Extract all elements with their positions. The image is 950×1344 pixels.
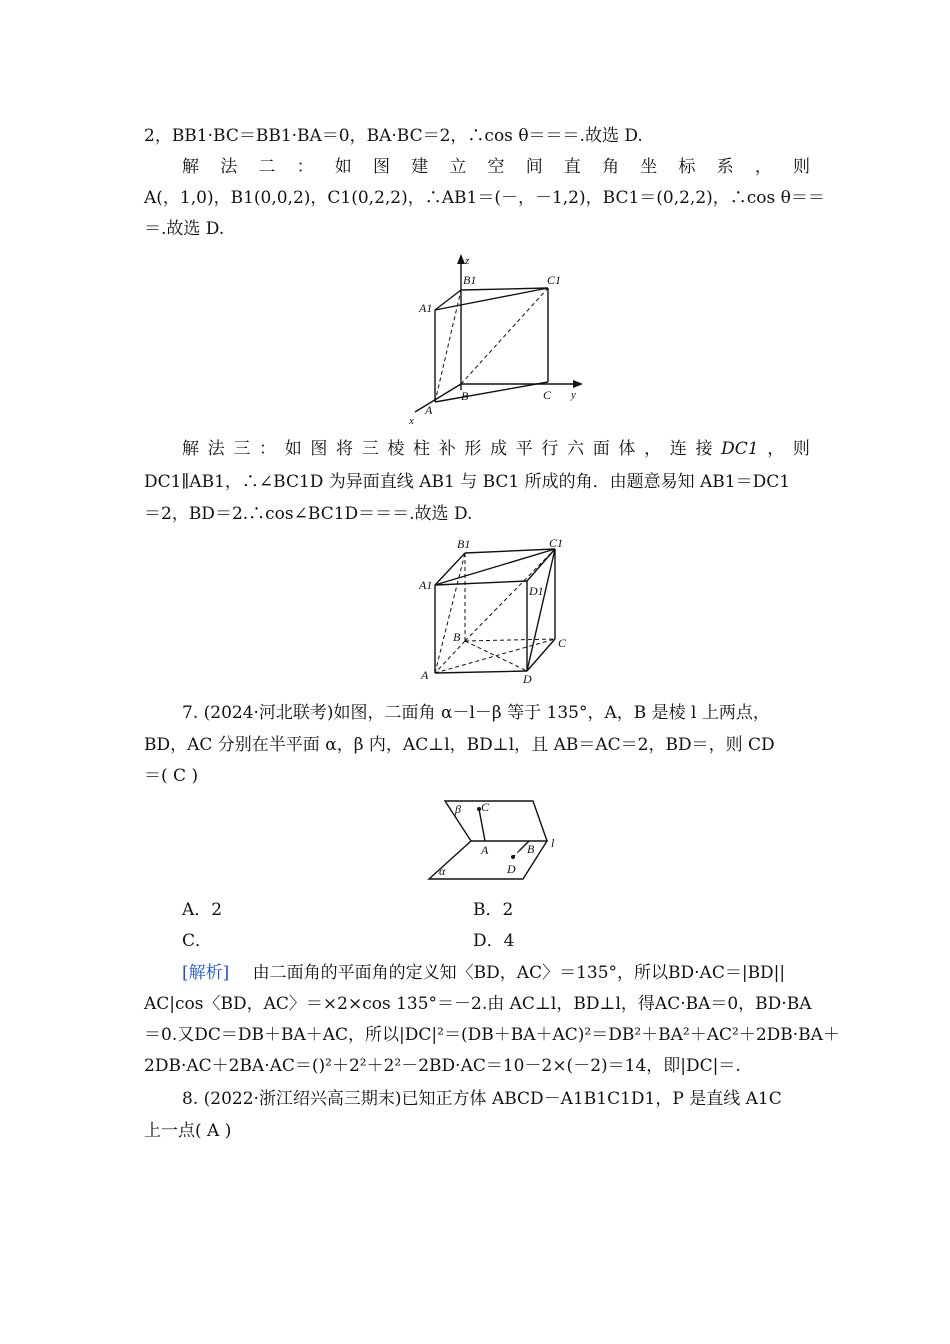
plane-label-beta: β (455, 802, 461, 816)
char: 三 (233, 439, 251, 459)
char: 则 (792, 439, 810, 459)
char: 三 (361, 439, 379, 459)
point-label-c: C (481, 800, 490, 814)
char: 图 (310, 439, 328, 459)
analysis-line-4: 2DB·AC＋2BA·AC＝()²＋2²＋2²－2BD·AC＝10－2×(－2)＝14，即|DC|＝. (144, 1056, 741, 1076)
solution-line-7: ＝2，BD＝2.∴cos∠BC1D＝＝＝.故选 D. (144, 504, 473, 524)
char: 面 (592, 439, 610, 459)
point-label-b: B (527, 842, 535, 856)
char: ， (644, 439, 662, 459)
point-label-d: D (507, 862, 516, 876)
method-three-heading (182, 437, 810, 461)
axis-label-y: y (571, 389, 576, 401)
char: 形 (464, 439, 482, 459)
char: 将 (336, 439, 354, 459)
char: ， (754, 157, 772, 177)
char: 空 (487, 157, 505, 177)
char: 则 (793, 157, 810, 177)
vertex-label-b: B (453, 630, 461, 644)
char: ： (296, 157, 314, 177)
vertex-label-b1: B1 (457, 537, 471, 551)
char: 坐 (640, 157, 658, 177)
method-two-heading (182, 155, 810, 179)
char: 解 (182, 439, 199, 459)
solution-line-1: 2，BB1·BC＝BB1·BA＝0，BA·BC＝2，∴cos θ＝＝＝.故选 D. (144, 126, 643, 146)
vertex-label-a1: A1 (419, 301, 433, 315)
option-d: D．4 (473, 931, 515, 951)
vertex-label-c: C (543, 388, 552, 402)
solution-line-6: DC1∥AB1，∴∠BC1D 为异面直线 AB1 与 BC1 所成的角．由题意易知 AB1＝DC1 (144, 472, 791, 492)
question-7-line-1: 7. (2024·河北联考)如图，二面角 α－l－β 等于 135°，A，B 是棱 l 上两点， (182, 703, 770, 723)
analysis-line-1 (182, 961, 810, 985)
vertex-label-b: B (461, 389, 469, 403)
axis-label-x: x (409, 415, 414, 427)
char: 如 (334, 157, 352, 177)
char: 棱 (387, 439, 405, 459)
char: 接 (695, 439, 713, 459)
char: 法 (207, 439, 225, 459)
char: 平 (515, 439, 533, 459)
figure-parallelepiped (415, 535, 575, 683)
char: 行 (541, 439, 559, 459)
char: 标 (678, 157, 696, 177)
vertex-label-b1: B1 (463, 273, 477, 287)
char: 直 (563, 157, 581, 177)
option-c: C． (182, 931, 213, 951)
vertex-label-c: C (558, 636, 567, 650)
vertex-label-a: A (425, 403, 433, 417)
char: 法 (220, 157, 238, 177)
vertex-label-a1: A1 (419, 578, 433, 592)
char: 六 (567, 439, 585, 459)
analysis-tag: [解析] (182, 963, 230, 983)
vertex-label-c1: C1 (549, 536, 564, 550)
char: DC1 (721, 439, 759, 459)
char: 连 (669, 439, 687, 459)
analysis-text: 由二面角的平面角的定义知〈BD，AC〉＝135°，所以BD·AC＝|BD|| (252, 963, 786, 983)
vertex-label-d: D (523, 672, 532, 683)
vertex-label-a: A (421, 668, 429, 682)
char: 柱 (413, 439, 431, 459)
edge-label-l: l (551, 836, 555, 850)
axis-label-z: z (465, 255, 470, 267)
solution-line-4: ＝.故选 D. (144, 219, 225, 239)
analysis-line-3: ＝0.又DC＝DB＋BA＋AC，所以|DC|²＝(DB＋BA＋AC)²＝DB²＋BA²＋AC²＋2DB·BA＋ (144, 1025, 840, 1045)
char: 系 (716, 157, 734, 177)
char: 间 (525, 157, 543, 177)
char: ： (259, 439, 277, 459)
char: 建 (411, 157, 429, 177)
char: 角 (602, 157, 620, 177)
char: ， (767, 439, 785, 459)
question-7-line-3: ＝( C ) (144, 766, 199, 786)
analysis-line-2: AC|cos〈BD，AC〉＝×2×cos 135°＝－2.由 AC⊥l，BD⊥l，得AC·BA＝0，BD·BA (144, 994, 812, 1014)
char: 解 (182, 157, 199, 177)
vertex-label-d1: D1 (529, 584, 544, 598)
vertex-label-c1: C1 (547, 273, 562, 287)
question-7-line-2: BD，AC 分别在半平面 α，β 内，AC⊥l，BD⊥l，且 AB＝AC＝2，BD＝，则 CD (144, 735, 775, 755)
char: 体 (618, 439, 636, 459)
option-a: A．2 (182, 900, 223, 920)
char: 成 (490, 439, 508, 459)
question-8-line-1: 8. (2022·浙江绍兴高三期末)已知正方体 ABCD－A1B1C1D1，P 是直线 A1C (182, 1089, 782, 1109)
char: 立 (449, 157, 467, 177)
figure-dihedral-angle (425, 797, 575, 882)
char: 二 (258, 157, 276, 177)
char: 图 (372, 157, 390, 177)
figure-coordinate-prism (405, 252, 590, 427)
point-label-a: A (481, 843, 489, 857)
option-b: B．2 (473, 900, 514, 920)
solution-line-3: A(，1,0)，B1(0,0,2)，C1(0,2,2)，∴AB1＝(－，－1,2)，BC1＝(0,2,2)，∴cos θ＝＝ (144, 188, 825, 208)
plane-label-alpha: α (439, 864, 446, 878)
char: 补 (438, 439, 456, 459)
question-8-line-2: 上一点( A ) (144, 1121, 232, 1141)
char: 如 (284, 439, 302, 459)
